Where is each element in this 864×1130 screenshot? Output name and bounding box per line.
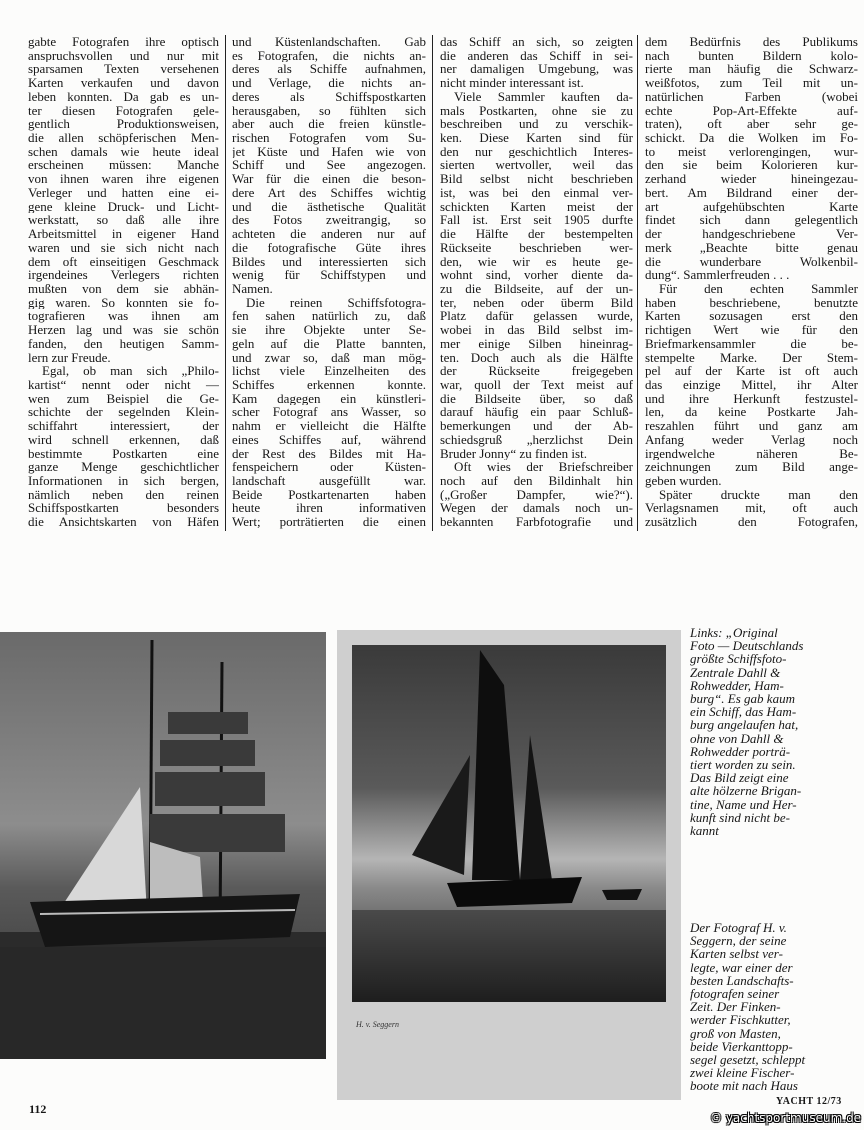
text-line: Arbeitsmittel in eigener Hand bbox=[28, 227, 219, 241]
text-line: schickten Karten meist der bbox=[440, 199, 633, 214]
text-line: des Fotos zweitrangig, so bbox=[232, 213, 426, 228]
text-line: Briefmarkensammler die be- bbox=[645, 336, 858, 351]
text-line: Rückseite beschrieben wer- bbox=[440, 240, 633, 255]
caption-line: tiert worden zu sein. bbox=[690, 757, 796, 773]
text-line: zerhand wieder hineingezau- bbox=[645, 172, 858, 186]
text-line: Schiffspostkarten besonders bbox=[28, 501, 219, 516]
text-line: („Großer Dampfer, wie?“). bbox=[440, 487, 633, 502]
text-line: und Verlage, die nichts an- bbox=[232, 76, 426, 90]
text-line: Herzen lag und was sie schön bbox=[28, 323, 219, 337]
text-line: stempelte Marke. Der Stem- bbox=[645, 350, 858, 365]
text-line: es Fotografen, die nichts an- bbox=[232, 48, 426, 63]
text-line: gene kleine Druck- und Licht- bbox=[28, 199, 219, 214]
text-line: der Rückseite freigegeben bbox=[440, 364, 633, 378]
caption-line: Der Fotograf H. v. bbox=[690, 920, 787, 935]
text-line: lern zur Freude. bbox=[28, 350, 111, 365]
text-line: und zwar so, daß man mög- bbox=[232, 350, 426, 365]
text-line: das Schiff an sich, so zeigten bbox=[440, 35, 633, 49]
caption-line: größte Schiffsfoto- bbox=[690, 651, 787, 667]
text-line: aber auch die freien künstle- bbox=[232, 117, 426, 132]
text-line: deres als Schiffe aufnahmen, bbox=[232, 62, 426, 77]
text-line: zu die Bildseite, auf der un- bbox=[440, 281, 633, 296]
caption-line: kannt bbox=[690, 823, 719, 839]
text-line: kartist“ nennt oder nicht — bbox=[28, 377, 219, 392]
text-line: zeichnungen zum Bild ange- bbox=[645, 460, 858, 474]
text-line: Die reinen Schiffsfotogra- bbox=[246, 295, 426, 310]
text-line: dem oft einseitigen Geschmack bbox=[28, 254, 219, 269]
text-line: reszahlen führt und ganz am bbox=[645, 419, 858, 433]
text-line: weißfotos, zum Teil mit un- bbox=[645, 76, 858, 90]
paragraph bbox=[440, 90, 633, 460]
caption-line: alte hölzerne Brigan- bbox=[690, 783, 802, 799]
text-line: Bildes und interessierten sich bbox=[232, 254, 426, 269]
text-line: fen sahen natürlich zu, daß bbox=[232, 309, 426, 324]
text-line: len, da keine Postkarte Jah- bbox=[645, 405, 858, 420]
text-line: leben konnten. Da gab es un- bbox=[28, 89, 219, 104]
text-line: ten. Doch auch als die Hälfte bbox=[440, 350, 633, 365]
text-line: von ihnen waren ihre eigenen bbox=[28, 172, 219, 186]
text-line: bemerkungen und der Ab- bbox=[440, 419, 633, 433]
caption-line: burg angelaufen hat, bbox=[690, 717, 799, 733]
text-line: gentlich Produktionsweisen, bbox=[28, 117, 219, 132]
text-line: den, wie wir es heute ge- bbox=[440, 254, 633, 269]
caption-right-photo bbox=[690, 921, 860, 1093]
text-line: schiffahrt interessiert, der bbox=[28, 419, 219, 433]
caption-line: Karten selbst ver- bbox=[690, 946, 783, 962]
column-divider bbox=[432, 35, 433, 531]
text-line: haben beschriebene, benutzte bbox=[645, 295, 858, 310]
text-line: die Hälfte der bestempelten bbox=[440, 227, 633, 241]
text-line: Anfang weder Verlag noch bbox=[645, 432, 858, 447]
caption-line: zwei kleine Fischer- bbox=[690, 1065, 795, 1081]
text-line: erscheinen müssen: Manche bbox=[28, 158, 219, 173]
text-line: herausgaben, so fühlten sich bbox=[232, 103, 426, 118]
text-line: zusätzlich den Fotografen, bbox=[645, 515, 858, 529]
text-line: ganze Menge geschichtlicher bbox=[28, 460, 219, 474]
caption-line: werder Fischkutter, bbox=[690, 1012, 791, 1028]
text-line: wenig für Schiffstypen und bbox=[232, 268, 426, 282]
text-column-2 bbox=[232, 35, 426, 529]
text-line: Später druckte man den bbox=[659, 487, 858, 502]
text-line: sparsamen Texten versehenen bbox=[28, 62, 219, 77]
text-line: Schiffes erkennen konnte. bbox=[232, 377, 426, 392]
text-line: schen damals wie heute ideal bbox=[28, 144, 219, 159]
text-line: fenspeichern oder Küsten- bbox=[232, 460, 426, 474]
text-line: mer einige Silben hineinrag- bbox=[440, 336, 633, 351]
text-line: nämlich neben den reinen bbox=[28, 487, 219, 502]
text-line: heute ihren informativen bbox=[232, 501, 426, 516]
text-line: ist, was bei den einmal ver- bbox=[440, 185, 633, 200]
text-line: die Ansichtskarten von Häfen bbox=[28, 515, 219, 529]
text-line: sie ihre Objekte unter Se- bbox=[232, 323, 426, 337]
caption-line: Links: „Original bbox=[690, 625, 778, 640]
paragraph bbox=[28, 364, 219, 529]
text-line: Für den echten Sammler bbox=[659, 281, 858, 296]
brigantine-photo bbox=[0, 632, 326, 1059]
text-line: jet Küste und Hafen wie von bbox=[232, 144, 426, 159]
text-line: Beide Postkartenarten haben bbox=[232, 487, 426, 502]
paragraph bbox=[645, 35, 858, 282]
text-line: Kam dagegen ein künstleri- bbox=[232, 391, 426, 406]
text-line: dem Bedürfnis des Publikums bbox=[645, 35, 858, 49]
caption-line: Foto — Deutschlands bbox=[690, 638, 804, 654]
text-line: waren und sie sich nicht nach bbox=[28, 240, 219, 255]
text-line: ter diesen Fotografen gele- bbox=[28, 103, 219, 118]
text-line: gig waren. So konnten sie fo- bbox=[28, 295, 219, 310]
text-line: scher Fotograf ans Wasser, so bbox=[232, 405, 426, 420]
text-line: richtigen Wert wie für den bbox=[645, 323, 858, 337]
caption-line: Zeit. Der Finken- bbox=[690, 999, 781, 1015]
caption-line: groß von Masten, bbox=[690, 1025, 781, 1041]
paragraph bbox=[232, 35, 426, 296]
text-line: tografieren was ihnen am bbox=[28, 309, 219, 324]
text-line: rierte man häufig die Schwarz- bbox=[645, 62, 858, 77]
text-line: dung“. Sammlerfreuden . . . bbox=[645, 268, 790, 282]
fishing-cutter-photo bbox=[352, 645, 666, 1002]
column-divider bbox=[225, 35, 226, 531]
text-line: to meist verlorengingen, wur- bbox=[645, 144, 858, 159]
text-line: merk „Beachte bitte genau bbox=[645, 240, 858, 255]
text-line: den sie beim Kolorieren kur- bbox=[645, 158, 858, 173]
magazine-issue: YACHT 12/73 bbox=[776, 1096, 842, 1107]
text-line: mals Postkarten, ohne sie zu bbox=[440, 103, 633, 118]
text-line: wohnt sind, vorher diente da- bbox=[440, 268, 633, 282]
caption-line: Rohwedder, Ham- bbox=[690, 677, 784, 693]
text-line: das einzige Mittel, ihr Alter bbox=[645, 377, 858, 392]
text-line: schiedsgruß „herzlichst Dein bbox=[440, 432, 633, 447]
text-line: natürlichen Farben (wobei bbox=[645, 89, 858, 104]
text-line: Schiff und See angezogen. bbox=[232, 158, 426, 173]
text-line: die allen schöpferischen Men- bbox=[28, 131, 219, 145]
caption-line: besten Landschafts- bbox=[690, 972, 794, 988]
text-line: gabte Fotografen ihre optisch bbox=[28, 35, 219, 49]
text-line: der Rest des Bildes mit Ha- bbox=[232, 446, 426, 461]
text-line: und Küstenlandschaften. Gab bbox=[232, 35, 426, 49]
text-line: Bild selbst nicht beschrieben bbox=[440, 172, 633, 186]
page-number: 112 bbox=[29, 1102, 47, 1116]
text-line: den nur geschichtlich Interes- bbox=[440, 144, 633, 159]
text-line: mußten von dem sie abhän- bbox=[28, 281, 219, 296]
text-line: die wunderbare Wolkenbil- bbox=[645, 254, 858, 269]
text-line: Verleger und hatten eine ei- bbox=[28, 185, 219, 200]
text-line: und die ästhetische Qualität bbox=[232, 199, 426, 214]
text-line: nach bunten Bildern kolo- bbox=[645, 48, 858, 63]
text-line: fanden, den heutigen Samm- bbox=[28, 336, 219, 351]
text-line: Oft wies der Briefschreiber bbox=[454, 460, 633, 474]
caption-left-photo bbox=[690, 626, 860, 837]
text-line: rischen Fotografen vom Su- bbox=[232, 131, 426, 145]
caption-line: Zentrale Dahll & bbox=[690, 664, 781, 680]
paragraph bbox=[440, 460, 633, 529]
text-line: die anderen das Schiff in sei- bbox=[440, 48, 633, 63]
caption-line: kunft sind nicht be- bbox=[690, 809, 791, 825]
caption-line: ein Schiff, das Ham- bbox=[690, 704, 797, 720]
text-line: schichte der segelnden Klein- bbox=[28, 405, 219, 420]
caption-line: Rohwedder porträ- bbox=[690, 743, 791, 759]
paragraph bbox=[28, 35, 219, 364]
text-line: noch auf den Bildinhalt hin bbox=[440, 474, 633, 488]
caption-line: burg“. Es gab kaum bbox=[690, 691, 795, 707]
text-line: die fotografische Güte ihres bbox=[232, 240, 426, 255]
caption-line: beide Vierkanttopp- bbox=[690, 1038, 793, 1054]
text-line: Platz dafür gelassen wurde, bbox=[440, 309, 633, 324]
text-line: War für die einen die beson- bbox=[232, 172, 426, 186]
text-column-1 bbox=[28, 35, 219, 529]
text-line: irgendeines Verlegers richten bbox=[28, 268, 219, 282]
text-line: darauf häufig ein paar Schluß- bbox=[440, 405, 633, 420]
text-line: werkstatt, so daß alle ihre bbox=[28, 213, 219, 228]
text-line: achteten die anderen nur auf bbox=[232, 227, 426, 241]
text-line: pel auf der Karte ist oft auch bbox=[645, 364, 858, 378]
text-line: bekannten Farbfotografie und bbox=[440, 515, 633, 529]
caption-line: tine, Name und Her- bbox=[690, 796, 797, 812]
text-line: beschreiben und zu verschik- bbox=[440, 117, 633, 132]
column-divider bbox=[637, 35, 638, 531]
text-line: findet sich dann gelegentlich bbox=[645, 213, 858, 228]
photographer-signature: H. v. Seggern bbox=[356, 1020, 399, 1029]
text-line: nahm er vielleicht die Hälfte bbox=[232, 419, 426, 433]
text-line: nicht minder interessant ist. bbox=[440, 76, 584, 90]
paragraph bbox=[440, 35, 633, 90]
text-line: bestimmte Postkarten eine bbox=[28, 446, 219, 461]
caption-line: segel gesetzt, schleppt bbox=[690, 1052, 806, 1068]
paragraph bbox=[645, 488, 858, 529]
text-line: die Bildseite über, so daß bbox=[440, 391, 633, 406]
text-line: Informationen in sich bergen, bbox=[28, 474, 219, 488]
caption-line: ohne von Dahll & bbox=[690, 730, 784, 746]
text-line: anspruchsvollen und nur mit bbox=[28, 48, 219, 63]
caption-line: Das Bild zeigt eine bbox=[690, 770, 789, 786]
text-line: deres als Schiffspostkarten bbox=[232, 89, 426, 104]
text-line: Bruder Jonny“ zu finden ist. bbox=[440, 446, 587, 461]
text-line: art aufgehübschten Karte bbox=[645, 199, 858, 214]
text-line: eines Schiffes auf, während bbox=[232, 432, 426, 447]
watermark: © yachtsportmuseum.de bbox=[710, 1111, 862, 1125]
text-line: wen zum Beispiel die Ge- bbox=[28, 391, 219, 406]
text-line: war, quoll der Text meist auf bbox=[440, 377, 633, 392]
text-line: Namen. bbox=[232, 281, 273, 296]
text-line: Wert; porträtierten die einen bbox=[232, 515, 426, 529]
text-line: wird schnell erkennen, daß bbox=[28, 432, 219, 447]
text-line: wobei in das Bild selbst im- bbox=[440, 323, 633, 337]
text-column-3 bbox=[440, 35, 633, 529]
text-line: dere Art des Schiffes wichtig bbox=[232, 185, 426, 200]
text-line: der handgeschriebene Ver- bbox=[645, 227, 858, 241]
caption-line: Seggern, der seine bbox=[690, 933, 787, 949]
caption-line: legte, war einer der bbox=[690, 959, 793, 975]
text-line: lichst viele Einzelheiten des bbox=[232, 364, 426, 378]
text-line: bert. Am Bildrand einer der- bbox=[645, 185, 858, 200]
paragraph bbox=[645, 282, 858, 488]
text-line: Verlagsnamen mit, oft auch bbox=[645, 501, 858, 516]
caption-line: boote mit nach Haus bbox=[690, 1078, 798, 1094]
text-line: ner damaligen Umgebung, was bbox=[440, 62, 633, 77]
text-line: Viele Sammler kauften da- bbox=[454, 89, 633, 104]
paragraph bbox=[232, 296, 426, 529]
text-line: Wegen der damals noch un- bbox=[440, 501, 633, 516]
text-line: sierten wertvoller, weil das bbox=[440, 158, 633, 173]
text-line: irgendwelche näheren Be- bbox=[645, 446, 858, 461]
text-line: Fall ist. Erst seit 1905 durfte bbox=[440, 213, 633, 228]
text-line: Karten sozusagen erst den bbox=[645, 309, 858, 324]
text-line: traten), oft aber sehr ge- bbox=[645, 117, 858, 132]
text-line: geln auf die Platte bannten, bbox=[232, 336, 426, 351]
text-line: landschaft ausgefüllt war. bbox=[232, 474, 426, 488]
text-line: ken. Diese Karten sind für bbox=[440, 131, 633, 145]
text-line: schickt. Da die Wolken im Fo- bbox=[645, 131, 858, 145]
text-line: ter, neben oder überm Bild bbox=[440, 295, 633, 310]
text-line: Egal, ob man sich „Philo- bbox=[42, 364, 219, 378]
text-column-4 bbox=[645, 35, 858, 529]
text-line: echte Pop-Art-Effekte auf- bbox=[645, 103, 858, 118]
text-line: Karten verkaufen und davon bbox=[28, 76, 219, 90]
text-line: geben wurden. bbox=[645, 474, 722, 488]
text-line: und ihre Herkunft festzustel- bbox=[645, 391, 858, 406]
caption-line: fotografen seiner bbox=[690, 986, 780, 1002]
